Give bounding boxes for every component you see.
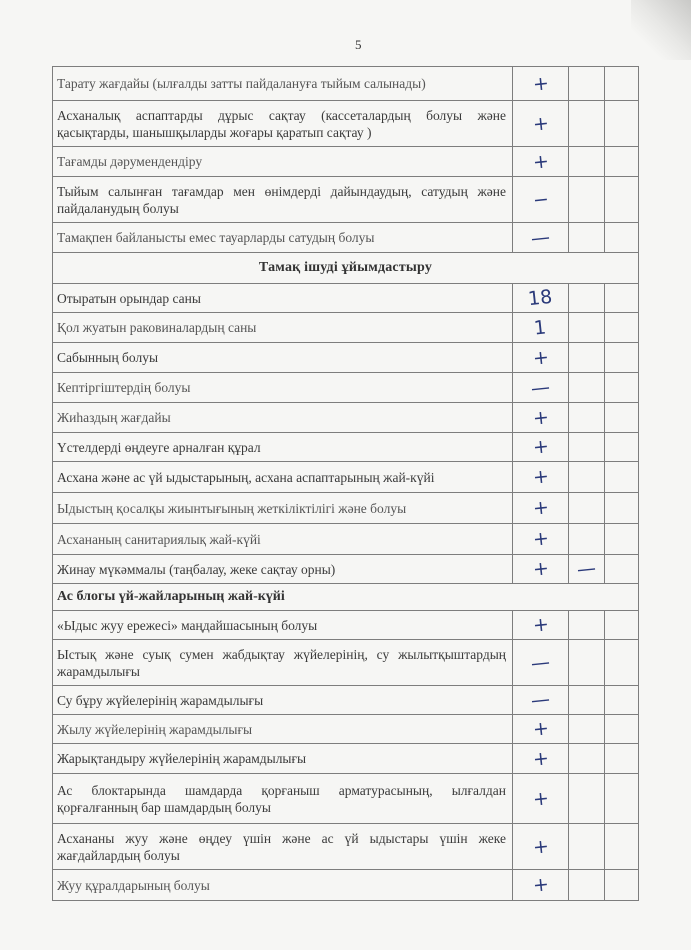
handwritten-mark: + — [513, 343, 569, 373]
handwritten-mark: — — [513, 686, 569, 715]
handwritten-mark — [569, 177, 605, 223]
handwritten-mark — [569, 870, 605, 901]
table-row — [53, 870, 639, 901]
handwritten-mark — [569, 433, 605, 462]
table-row — [53, 67, 639, 101]
row-label: Қол жуатын раковиналардың саны — [53, 313, 513, 343]
row-label: Сабынның болуы — [53, 343, 513, 373]
handwritten-mark: — — [513, 373, 569, 403]
row-label: Ыстық және суық сумен жабдықтау жүйелерінің, су жылытқыштардың жарамдылығы — [53, 640, 513, 686]
table-row — [53, 640, 639, 686]
handwritten-mark: — — [513, 640, 569, 686]
handwritten-mark — [569, 403, 605, 433]
handwritten-mark — [569, 744, 605, 774]
handwritten-mark — [569, 611, 605, 640]
row-label: Тамақпен байланысты емес тауарларды сатудың болуы — [53, 223, 513, 253]
handwritten-mark — [569, 824, 605, 870]
handwritten-mark: + — [513, 433, 569, 462]
table-row — [53, 223, 639, 253]
row-label: Тағамды дәрумендендіру — [53, 147, 513, 177]
handwritten-mark — [569, 67, 605, 101]
table-row — [53, 284, 639, 313]
row-label: Жинау мүкәммалы (таңбалау, жеке сақтау орны) — [53, 555, 513, 584]
handwritten-mark — [569, 373, 605, 403]
handwritten-mark: + — [513, 870, 569, 901]
page-corner-shadow — [631, 0, 691, 60]
handwritten-mark — [569, 101, 605, 147]
section-title-catering-block: Ас блогы үй-жайларының жай-күйі — [53, 584, 639, 611]
handwritten-mark: + — [513, 824, 569, 870]
handwritten-mark: — — [513, 223, 569, 253]
table-row — [53, 462, 639, 493]
row-label: Жуу құралдарының болуы — [53, 870, 513, 901]
row-label: Тарату жағдайы (ылғалды затты пайдалануға тыйым салынады) — [53, 67, 513, 101]
handwritten-mark — [569, 147, 605, 177]
table-row — [53, 373, 639, 403]
row-label: «Ыдыс жуу ережесі» маңдайшасының болуы — [53, 611, 513, 640]
handwritten-mark: 18 — [513, 284, 569, 313]
handwritten-mark: + — [513, 147, 569, 177]
table-row — [53, 101, 639, 147]
table-row — [53, 403, 639, 433]
handwritten-mark: + — [513, 611, 569, 640]
table-row — [53, 744, 639, 774]
handwritten-mark — [569, 343, 605, 373]
handwritten-mark — [569, 223, 605, 253]
handwritten-mark — [569, 715, 605, 744]
handwritten-mark: + — [513, 462, 569, 493]
row-label: Асханалық аспаптарды дұрыс сақтау (кассеталардың болуы және қасықтарды, шанышқыларды жоғары қаратып сақтау ) — [53, 101, 513, 147]
table-row — [53, 774, 639, 824]
table-row — [53, 611, 639, 640]
table-row — [53, 686, 639, 715]
table-row — [53, 555, 639, 584]
page-number: 5 — [355, 37, 362, 52]
handwritten-mark: + — [513, 774, 569, 824]
handwritten-mark: + — [513, 67, 569, 101]
row-label: Ыдыстың қосалқы жиынтығының жеткіліктілігі және болуы — [53, 493, 513, 524]
row-label: Жиһаздың жағдайы — [53, 403, 513, 433]
table-row — [53, 493, 639, 524]
table-row — [53, 824, 639, 870]
handwritten-mark — [569, 313, 605, 343]
handwritten-mark — [569, 774, 605, 824]
row-label: Тыйым салынған тағамдар мен өнімдерді дайындаудың, сатудың және пайдаланудың болуы — [53, 177, 513, 223]
handwritten-mark — [569, 524, 605, 555]
section-title-catering: Тамақ ішуді ұйымдастыру — [53, 253, 639, 284]
handwritten-mark: + — [513, 744, 569, 774]
handwritten-mark — [569, 462, 605, 493]
handwritten-mark — [569, 284, 605, 313]
row-label: Жылу жүйелерінің жарамдылығы — [53, 715, 513, 744]
table-row — [53, 343, 639, 373]
row-label: Жарықтандыру жүйелерінің жарамдылығы — [53, 744, 513, 774]
section-row — [53, 253, 639, 284]
table-row — [53, 524, 639, 555]
row-label: Асхананың санитариялық жай-күйі — [53, 524, 513, 555]
row-label: Ас блоктарында шамдарда қорғаныш арматурасының, ылғалдан қорғалғанның бар шамдардың болуы — [53, 774, 513, 824]
row-label: Отыратын орындар саны — [53, 284, 513, 313]
handwritten-mark: — — [569, 555, 605, 584]
table-row — [53, 715, 639, 744]
handwritten-mark: − — [513, 177, 569, 223]
handwritten-mark: + — [513, 403, 569, 433]
handwritten-mark: + — [513, 101, 569, 147]
table-row — [53, 433, 639, 462]
row-label: Су бұру жүйелерінің жарамдылығы — [53, 686, 513, 715]
handwritten-mark: + — [513, 715, 569, 744]
handwritten-mark — [569, 493, 605, 524]
inspection-form-table — [52, 66, 639, 901]
row-label: Үстелдерді өңдеуге арналған құрал — [53, 433, 513, 462]
table-row — [53, 313, 639, 343]
handwritten-mark — [569, 686, 605, 715]
table-row — [53, 177, 639, 223]
handwritten-mark: + — [513, 555, 569, 584]
handwritten-mark: 1 — [513, 313, 569, 343]
row-label: Асхана және ас үй ыдыстарының, асхана аспаптарының жай-күйі — [53, 462, 513, 493]
row-label: Асхананы жуу және өңдеу үшін және ас үй ыдыстары үшін жеке жағдайлардың болуы — [53, 824, 513, 870]
handwritten-mark: + — [513, 493, 569, 524]
handwritten-mark: + — [513, 524, 569, 555]
table-row — [53, 147, 639, 177]
row-label: Кептіргіштердің болуы — [53, 373, 513, 403]
section-row — [53, 584, 639, 611]
handwritten-mark — [569, 640, 605, 686]
